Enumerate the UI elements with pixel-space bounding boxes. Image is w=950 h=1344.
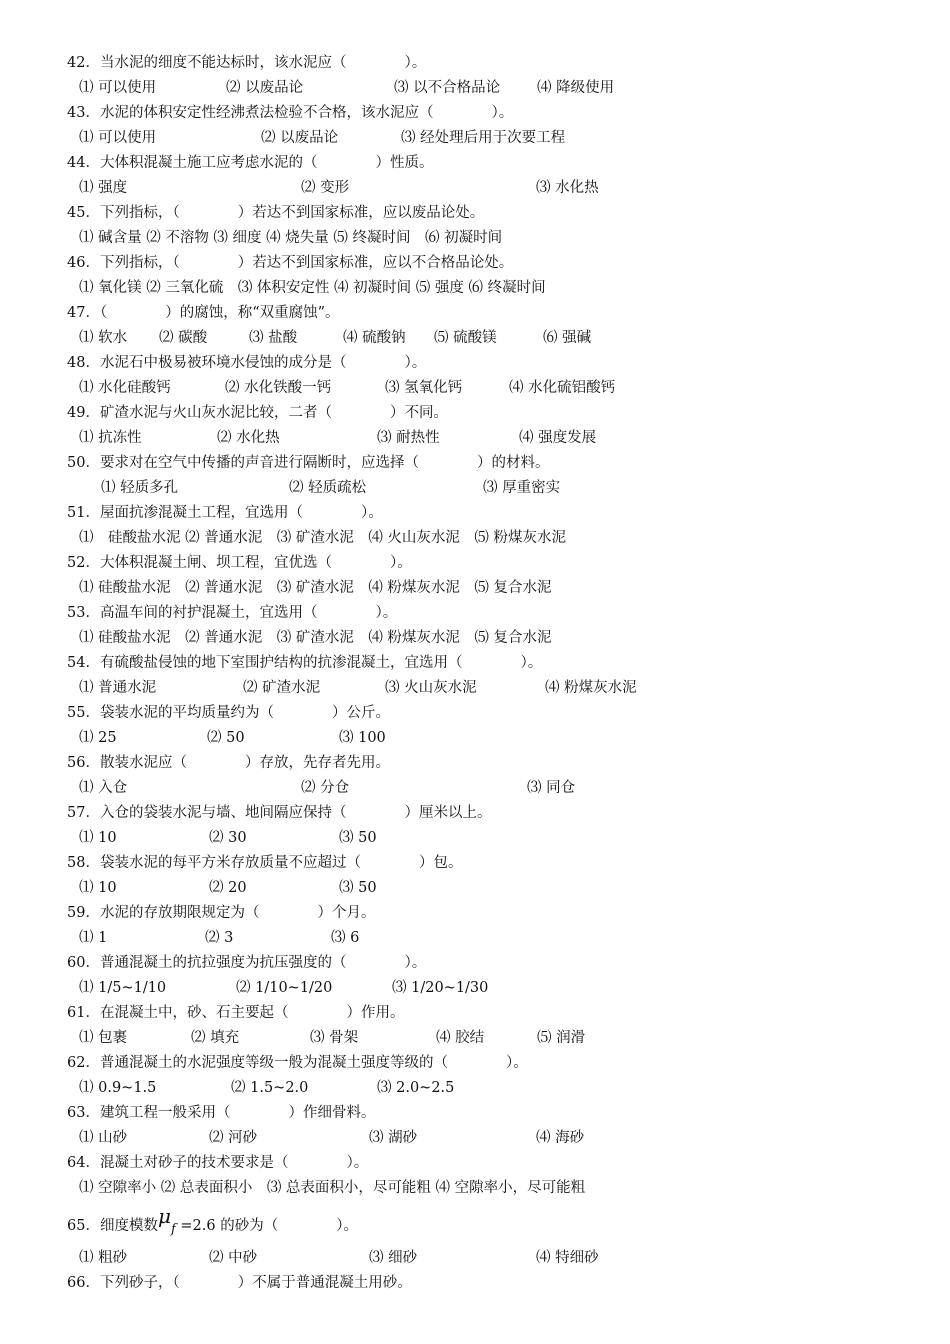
option-item: ⑵ 填充 [191,1030,240,1046]
option-row [79,126,939,150]
option-item: ⑶ 50 [339,880,377,896]
option-item: ⑶ 100 [339,730,386,746]
option-item: ⑴ 0.9~1.5 [79,1080,157,1096]
option-row [79,1076,939,1100]
option-item: ⑴ 轻质多孔 [101,480,179,496]
option-item: ⑸ 润滑 [537,1030,586,1046]
option-item: ⑶ 湖砂 [369,1130,418,1146]
option-row [79,376,939,400]
option-row [79,326,939,350]
question-text: 63．建筑工程一般采用（ ）作细骨料。 [67,1105,376,1121]
option-item: ⑵ 碳酸 [159,330,208,346]
option-row [101,476,950,500]
option-item: ⑶ 厚重密实 [483,480,561,496]
option-item: ⑷ 海砂 [536,1130,585,1146]
option-item: ⑴ 粗砂 [79,1250,128,1266]
option-item: ⑶ 细砂 [369,1250,418,1266]
option-item: ⑴ 10 [79,830,117,846]
option-item: ⑵ 以废品论 [226,80,304,96]
question-text: 55．袋装水泥的平均质量约为（ ）公斤。 [67,705,390,721]
option-item: ⑴ 强度 [79,180,128,196]
option-item: ⑵ 矿渣水泥 [243,680,321,696]
option-item: ⑴ 抗冻性 [79,430,142,446]
option-item: ⑴ 碱含量 ⑵ 不溶物 ⑶ 细度 ⑷ 烧失量 ⑸ 终凝时间 ⑹ 初凝时间 [79,230,503,246]
question-text: 46．下列指标，（ ）若达不到国家标准，应以不合格品论处。 [67,255,514,271]
question-text: 44．大体积混凝土施工应考虑水泥的（ ）性质。 [67,155,434,171]
option-item: ⑴ 可以使用 [79,130,157,146]
question-text: 52．大体积混凝土闸、坝工程，宜优选（ ）。 [67,555,412,571]
question-text: 66．下列砂子，（ ）不属于普通混凝土用砂。 [67,1275,412,1291]
option-row [79,176,939,200]
option-item: ⑴ 10 [79,880,117,896]
option-item: ⑷ 水化硫铝酸钙 [509,380,616,396]
option-row [79,226,939,250]
option-item: ⑶ 氢氧化钙 [385,380,463,396]
option-item: ⑵ 20 [209,880,247,896]
option-item: ⑵ 河砂 [209,1130,258,1146]
option-row [79,1246,939,1270]
option-item: ⑷ 硫酸钠 [343,330,406,346]
option-item: ⑴ 可以使用 [79,80,157,96]
option-item: ⑵ 1.5~2.0 [231,1080,309,1096]
question-text: 43．水泥的体积安定性经沸煮法检验不合格，该水泥应（ ）。 [67,105,514,121]
option-item: ⑶ 2.0~2.5 [377,1080,455,1096]
question-text: 64．混凝土对砂子的技术要求是（ ）。 [67,1155,369,1171]
option-item: ⑴ 25 [79,730,117,746]
option-item: ⑹ 强碱 [543,330,592,346]
option-item: ⑵ 以废品论 [261,130,339,146]
option-item: ⑵ 分仓 [301,780,350,796]
question-text: 60．普通混凝土的抗拉强度为抗压强度的（ ）。 [67,955,427,971]
option-item: ⑶ 1/20~1/30 [392,980,489,996]
option-item: ⑵ 中砂 [209,1250,258,1266]
option-item: ⑵ 轻质疏松 [289,480,367,496]
mu-subscript: f [170,1222,176,1237]
option-item: ⑴ 山砂 [79,1130,128,1146]
option-row [79,76,939,100]
option-item: ⑶ 火山灰水泥 [385,680,477,696]
option-item: ⑴ 水化硅酸钙 [79,380,171,396]
question-text: 53．高温车间的衬护混凝土，宜选用（ ）。 [67,605,398,621]
option-item: ⑵ 30 [209,830,247,846]
option-item: ⑵ 水化铁酸一钙 [225,380,332,396]
option-row [79,1126,939,1150]
mu-symbol: μ [157,1204,171,1228]
option-row [79,776,939,800]
option-item: ⑴ 硅酸盐水泥 ⑵ 普通水泥 ⑶ 矿渣水泥 ⑷ 火山灰水泥 ⑸ 粉煤灰水泥 [79,530,567,546]
question-text: 50．要求对在空气中传播的声音进行隔断时，应选择（ ）的材料。 [67,455,550,471]
option-item: ⑴ 包裹 [79,1030,128,1046]
option-item: ⑵ 1/10~1/20 [236,980,333,996]
option-item: ⑸ 硫酸镁 [434,330,497,346]
question-text-suffix: =2.6 的砂为（ ）。 [175,1218,358,1234]
option-item: ⑶ 耐热性 [377,430,440,446]
option-item: ⑴ 1 [79,930,108,946]
option-item: ⑶ 6 [331,930,360,946]
question-text: 58．袋装水泥的每平方米存放质量不应超过（ ）包。 [67,855,463,871]
option-item: ⑷ 粉煤灰水泥 [545,680,637,696]
option-item: ⑶ 水化热 [536,180,599,196]
option-row [79,926,939,950]
option-row [79,626,939,650]
question-text-prefix: 65．细度模数 [67,1218,158,1234]
option-row [79,726,939,750]
option-item: ⑴ 氧化镁 ⑵ 三氧化硫 ⑶ 体积安定性 ⑷ 初凝时间 ⑸ 强度 ⑹ 终凝时间 [79,280,546,296]
option-row [79,276,939,300]
question-text: 54．有硫酸盐侵蚀的地下室围护结构的抗渗混凝土，宜选用（ ）。 [67,655,543,671]
option-row [79,676,939,700]
option-item: ⑷ 特细砂 [536,1250,599,1266]
question-text: 42．当水泥的细度不能达标时，该水泥应（ ）。 [67,55,427,71]
option-item: ⑵ 变形 [301,180,350,196]
question-text: 48．水泥石中极易被环境水侵蚀的成分是（ ）。 [67,355,427,371]
question-text [67,1204,358,1237]
option-row [79,876,939,900]
option-item: ⑶ 以不合格品论 [394,80,501,96]
question-text: 56．散装水泥应（ ）存放，先存者先用。 [67,755,390,771]
option-item: ⑶ 50 [339,830,377,846]
option-row [79,1026,939,1050]
option-row [79,426,939,450]
question-text: 62．普通混凝土的水泥强度等级一般为混凝土强度等级的（ ）。 [67,1055,528,1071]
question-text: 51．屋面抗渗混凝土工程，宜选用（ ）。 [67,505,383,521]
option-row [79,526,939,550]
question-text: 47．（ ）的腐蚀，称“双重腐蚀”。 [67,305,340,321]
option-item: ⑶ 同仓 [527,780,576,796]
option-row [79,576,939,600]
question-text: 49．矿渣水泥与火山灰水泥比较，二者（ ）不同。 [67,405,448,421]
option-item: ⑴ 入仓 [79,780,128,796]
option-item: ⑷ 降级使用 [537,80,615,96]
option-item: ⑴ 1/5~1/10 [79,980,167,996]
option-item: ⑵ 3 [205,930,234,946]
question-text: 45．下列指标，（ ）若达不到国家标准，应以废品论处。 [67,205,485,221]
option-row [79,976,939,1000]
question-text: 61．在混凝土中，砂、石主要起（ ）作用。 [67,1005,405,1021]
option-item: ⑵ 50 [207,730,245,746]
option-item: ⑷ 胶结 [436,1030,485,1046]
option-item: ⑴ 硅酸盐水泥 ⑵ 普通水泥 ⑶ 矿渣水泥 ⑷ 粉煤灰水泥 ⑸ 复合水泥 [79,630,552,646]
option-item: ⑷ 强度发展 [519,430,597,446]
option-item: ⑴ 硅酸盐水泥 ⑵ 普通水泥 ⑶ 矿渣水泥 ⑷ 粉煤灰水泥 ⑸ 复合水泥 [79,580,552,596]
option-item: ⑴ 软水 [79,330,128,346]
option-row [79,1176,939,1200]
option-row [79,826,939,850]
option-item: ⑴ 普通水泥 [79,680,157,696]
option-item: ⑶ 骨架 [310,1030,359,1046]
question-text: 59．水泥的存放期限规定为（ ）个月。 [67,905,376,921]
option-item: ⑶ 经处理后用于次要工程 [401,130,566,146]
question-text: 57．入仓的袋装水泥与墙、地间隔应保持（ ）厘米以上。 [67,805,492,821]
option-item: ⑴ 空隙率小 ⑵ 总表面积小 ⑶ 总表面积小，尽可能粗 ⑷ 空隙率小，尽可能粗 [79,1180,586,1196]
option-item: ⑶ 盐酸 [249,330,298,346]
option-item: ⑵ 水化热 [217,430,280,446]
